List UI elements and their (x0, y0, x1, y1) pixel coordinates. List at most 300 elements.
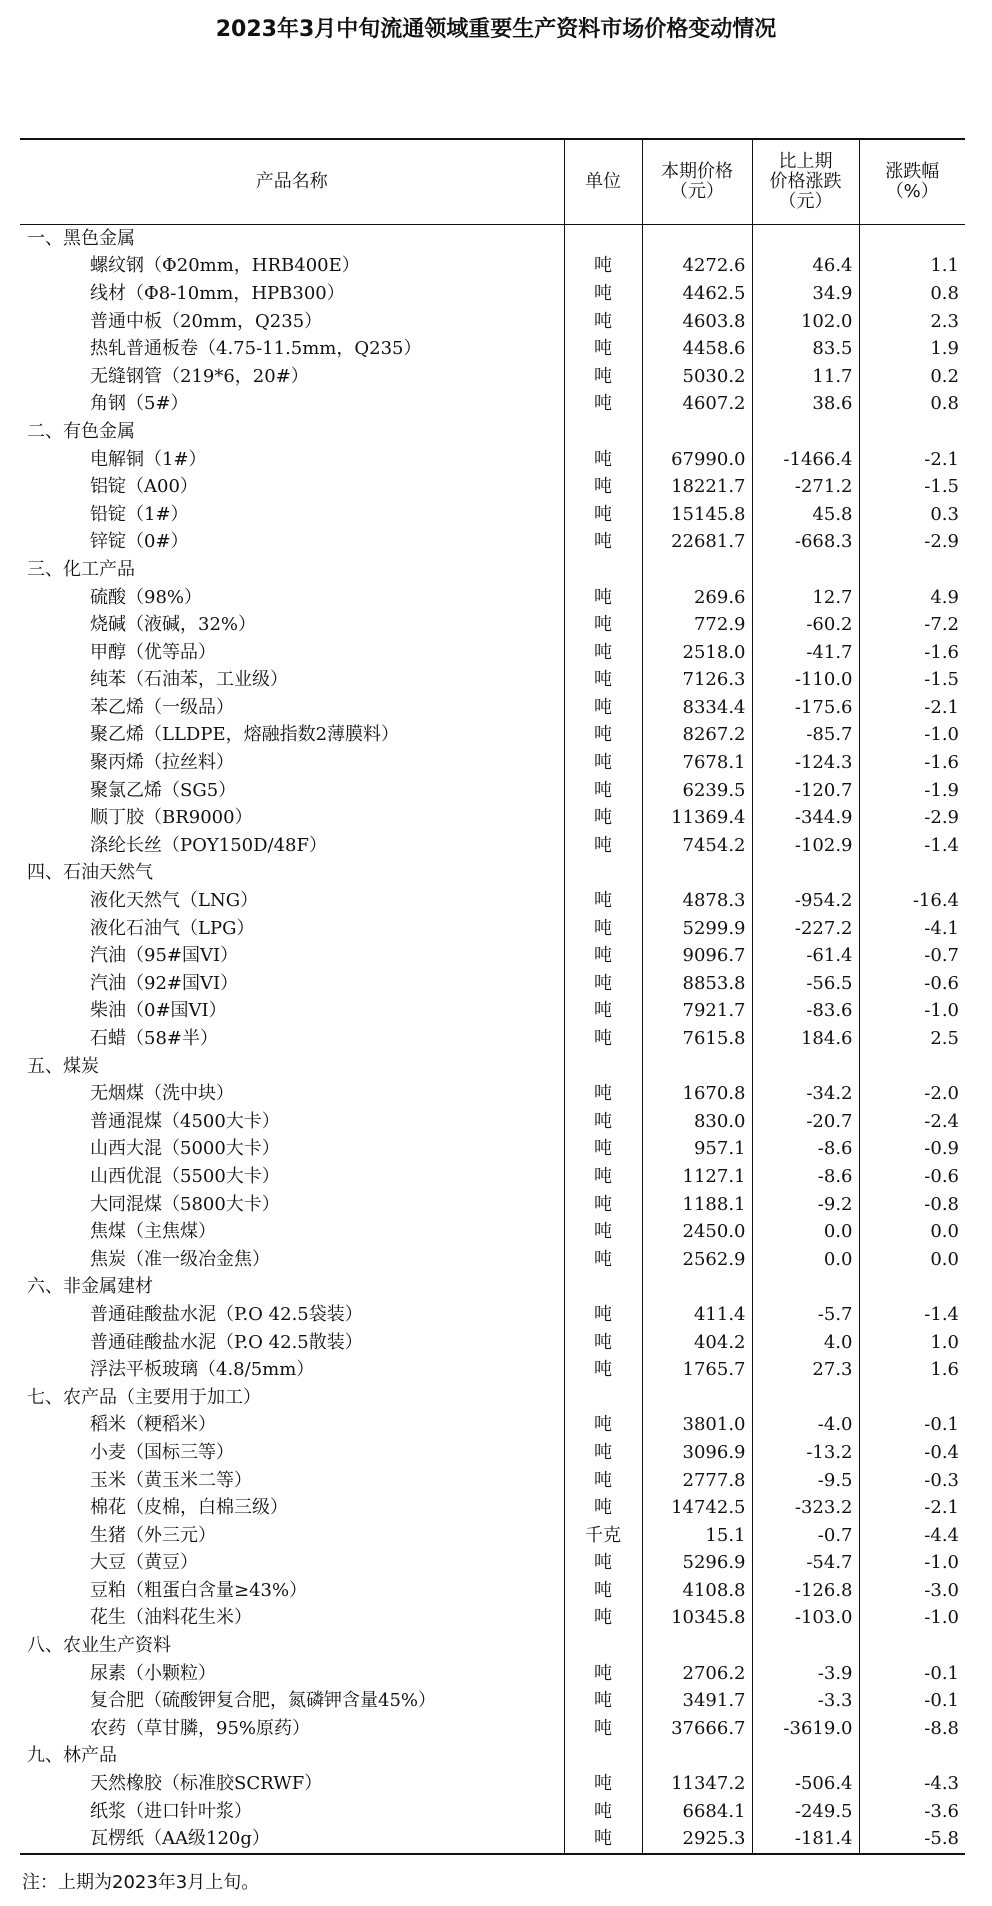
product-name: 普通硅酸盐水泥（P.O 42.5袋装） (90, 1303, 363, 1325)
product-name: 无缝钢管（219*6，20#） (90, 365, 309, 387)
percent-cell: -4.1 (859, 915, 965, 943)
change-cell: 38.6 (752, 391, 859, 419)
percent-cell: -0.9 (859, 1136, 965, 1164)
percent-cell: 0.0 (859, 1218, 965, 1246)
table-row (20, 308, 965, 336)
percent-cell: -0.8 (859, 1191, 965, 1219)
unit-cell (564, 860, 642, 888)
percent-cell (859, 1053, 965, 1081)
change-cell (752, 1743, 859, 1771)
change-cell (752, 418, 859, 446)
table-body (20, 225, 965, 1855)
unit-cell: 吨 (564, 1687, 642, 1715)
price-cell (642, 860, 752, 888)
change-cell: 4.0 (752, 1329, 859, 1357)
percent-cell: -2.9 (859, 804, 965, 832)
product-name: 天然橡胶（标准胶SCRWF） (90, 1773, 323, 1795)
change-cell: -1466.4 (752, 446, 859, 474)
price-cell: 9096.7 (642, 942, 752, 970)
price-cell: 5030.2 (642, 363, 752, 391)
change-cell: -4.0 (752, 1412, 859, 1440)
price-cell: 15145.8 (642, 501, 752, 529)
product-name: 线材（Φ8-10mm，HPB300） (90, 282, 345, 304)
product-name: 聚乙烯（LLDPE，熔融指数2薄膜料） (90, 724, 400, 746)
price-cell (642, 1743, 752, 1771)
product-name: 汽油（95#国VI） (90, 945, 239, 967)
table-row (20, 501, 965, 529)
product-name: 柴油（0#国VI） (90, 1000, 227, 1022)
change-cell: -8.6 (752, 1163, 859, 1191)
unit-cell: 吨 (564, 1025, 642, 1053)
change-cell: -34.2 (752, 1080, 859, 1108)
unit-cell: 吨 (564, 1494, 642, 1522)
price-cell: 15.1 (642, 1522, 752, 1550)
category-row (20, 556, 965, 584)
percent-cell: -2.1 (859, 446, 965, 474)
category-name: 三、化工产品 (27, 558, 135, 580)
product-name: 纸浆（进口针叶浆） (90, 1800, 252, 1822)
change-cell: -85.7 (752, 722, 859, 750)
unit-cell: 吨 (564, 1191, 642, 1219)
price-cell: 3096.9 (642, 1439, 752, 1467)
product-name: 尿素（小颗粒） (90, 1662, 216, 1684)
percent-cell: -0.6 (859, 970, 965, 998)
price-cell: 10345.8 (642, 1605, 752, 1633)
table-row (20, 1412, 965, 1440)
table-row (20, 1798, 965, 1826)
unit-cell: 吨 (564, 1412, 642, 1440)
change-cell (752, 1274, 859, 1302)
table-row (20, 942, 965, 970)
price-cell: 11347.2 (642, 1770, 752, 1798)
change-cell: 45.8 (752, 501, 859, 529)
product-name: 生猪（外三元） (90, 1524, 216, 1546)
table-row (20, 1494, 965, 1522)
category-row (20, 225, 965, 253)
table-row (20, 1770, 965, 1798)
unit-cell: 吨 (564, 694, 642, 722)
header-price-change: 比上期 价格涨跌 （元） (752, 139, 859, 225)
product-name: 普通混煤（4500大卡） (90, 1110, 280, 1132)
percent-cell: -4.3 (859, 1770, 965, 1798)
table-row (20, 804, 965, 832)
price-cell: 7454.2 (642, 832, 752, 860)
unit-cell: 吨 (564, 749, 642, 777)
product-name: 苯乙烯（一级品） (90, 696, 234, 718)
unit-cell: 吨 (564, 1218, 642, 1246)
price-cell: 3491.7 (642, 1687, 752, 1715)
unit-cell: 吨 (564, 1301, 642, 1329)
change-cell (752, 225, 859, 253)
price-cell: 18221.7 (642, 473, 752, 501)
price-cell: 2518.0 (642, 639, 752, 667)
change-cell: -3619.0 (752, 1715, 859, 1743)
product-name: 浮法平板玻璃（4.8/5mm） (90, 1359, 315, 1381)
percent-cell: 1.6 (859, 1356, 965, 1384)
price-cell: 4878.3 (642, 887, 752, 915)
table-row (20, 584, 965, 612)
percent-cell: -1.9 (859, 777, 965, 805)
product-name: 甲醇（优等品） (90, 641, 216, 663)
product-name: 无烟煤（洗中块） (90, 1083, 234, 1105)
unit-cell: 吨 (564, 529, 642, 557)
category-name: 一、黑色金属 (27, 227, 135, 249)
product-name: 石蜡（58#半） (90, 1028, 218, 1050)
unit-cell: 吨 (564, 363, 642, 391)
price-cell: 8334.4 (642, 694, 752, 722)
product-name: 小麦（国标三等） (90, 1441, 234, 1463)
percent-cell: -1.4 (859, 1301, 965, 1329)
product-name: 聚氯乙烯（SG5） (90, 779, 237, 801)
change-cell: -3.9 (752, 1660, 859, 1688)
product-name: 稻米（粳稻米） (90, 1414, 216, 1436)
category-row (20, 860, 965, 888)
unit-cell: 吨 (564, 915, 642, 943)
price-cell: 8267.2 (642, 722, 752, 750)
product-name: 大豆（黄豆） (90, 1552, 198, 1574)
percent-cell: -0.1 (859, 1660, 965, 1688)
change-cell: -954.2 (752, 887, 859, 915)
product-name: 热轧普通板卷（4.75-11.5mm，Q235） (90, 338, 422, 360)
percent-cell: -2.4 (859, 1108, 965, 1136)
change-cell: -0.7 (752, 1522, 859, 1550)
price-cell (642, 1384, 752, 1412)
unit-cell: 吨 (564, 1246, 642, 1274)
change-cell: -126.8 (752, 1577, 859, 1605)
product-name: 玉米（黄玉米二等） (90, 1469, 252, 1491)
unit-cell: 吨 (564, 253, 642, 281)
product-name: 瓦楞纸（AA级120g） (90, 1828, 270, 1850)
product-name: 电解铜（1#） (90, 448, 207, 470)
product-name: 山西优混（5500大卡） (90, 1165, 280, 1187)
change-cell: 184.6 (752, 1025, 859, 1053)
percent-cell: -1.0 (859, 1550, 965, 1578)
table-row (20, 280, 965, 308)
table-row (20, 1522, 965, 1550)
percent-cell: 0.0 (859, 1246, 965, 1274)
change-cell: -8.6 (752, 1136, 859, 1164)
product-name: 锌锭（0#） (90, 531, 189, 553)
unit-cell: 吨 (564, 473, 642, 501)
percent-cell: -1.0 (859, 1605, 965, 1633)
percent-cell: -0.1 (859, 1412, 965, 1440)
price-cell: 7615.8 (642, 1025, 752, 1053)
unit-cell: 吨 (564, 1439, 642, 1467)
price-cell: 4462.5 (642, 280, 752, 308)
percent-cell: 0.2 (859, 363, 965, 391)
change-cell: -60.2 (752, 611, 859, 639)
table-row (20, 363, 965, 391)
percent-cell: 4.9 (859, 584, 965, 612)
percent-cell: 2.3 (859, 308, 965, 336)
product-name: 农药（草甘膦，95%原药） (90, 1717, 311, 1739)
unit-cell: 吨 (564, 1136, 642, 1164)
unit-cell: 吨 (564, 1356, 642, 1384)
unit-cell: 吨 (564, 391, 642, 419)
price-cell: 2562.9 (642, 1246, 752, 1274)
unit-cell (564, 418, 642, 446)
product-name: 花生（油料花生米） (90, 1607, 252, 1629)
category-name: 九、林产品 (27, 1745, 117, 1767)
percent-cell: -3.0 (859, 1577, 965, 1605)
change-cell: -20.7 (752, 1108, 859, 1136)
change-cell: -344.9 (752, 804, 859, 832)
table-row (20, 335, 965, 363)
price-cell: 269.6 (642, 584, 752, 612)
percent-cell: 1.9 (859, 335, 965, 363)
price-cell (642, 556, 752, 584)
change-cell (752, 1053, 859, 1081)
product-name: 液化天然气（LNG） (90, 890, 259, 912)
table-row (20, 1825, 965, 1854)
table-row (20, 1439, 965, 1467)
table-row (20, 1550, 965, 1578)
table-row (20, 1108, 965, 1136)
table-row (20, 667, 965, 695)
product-name: 顺丁胶（BR9000） (90, 807, 253, 829)
change-cell: -41.7 (752, 639, 859, 667)
change-cell: 34.9 (752, 280, 859, 308)
category-name: 六、非金属建材 (27, 1276, 153, 1298)
unit-cell: 吨 (564, 335, 642, 363)
unit-cell: 吨 (564, 942, 642, 970)
table-row (20, 749, 965, 777)
price-cell: 67990.0 (642, 446, 752, 474)
percent-cell: -1.6 (859, 749, 965, 777)
price-cell: 7678.1 (642, 749, 752, 777)
price-cell (642, 1632, 752, 1660)
table-row (20, 1577, 965, 1605)
change-cell (752, 860, 859, 888)
percent-cell: -1.6 (859, 639, 965, 667)
price-cell: 3801.0 (642, 1412, 752, 1440)
price-cell: 1188.1 (642, 1191, 752, 1219)
category-name: 七、农产品（主要用于加工） (27, 1386, 261, 1408)
table-row (20, 446, 965, 474)
unit-cell: 吨 (564, 611, 642, 639)
category-row (20, 1053, 965, 1081)
change-cell (752, 1632, 859, 1660)
price-cell: 957.1 (642, 1136, 752, 1164)
percent-cell: 0.3 (859, 501, 965, 529)
percent-cell: 0.8 (859, 280, 965, 308)
table-row (20, 1467, 965, 1495)
unit-cell: 吨 (564, 1080, 642, 1108)
percent-cell: 0.8 (859, 391, 965, 419)
change-cell: -668.3 (752, 529, 859, 557)
header-current-price: 本期价格 （元） (642, 139, 752, 225)
change-cell: -9.2 (752, 1191, 859, 1219)
percent-cell (859, 1632, 965, 1660)
price-cell: 2925.3 (642, 1825, 752, 1854)
price-cell: 5299.9 (642, 915, 752, 943)
percent-cell: 1.0 (859, 1329, 965, 1357)
change-cell: -3.3 (752, 1687, 859, 1715)
price-cell: 830.0 (642, 1108, 752, 1136)
header-change-percent: 涨跌幅 （%） (859, 139, 965, 225)
price-cell: 37666.7 (642, 1715, 752, 1743)
unit-cell: 吨 (564, 667, 642, 695)
change-cell: -56.5 (752, 970, 859, 998)
unit-cell: 千克 (564, 1522, 642, 1550)
table-row (20, 253, 965, 281)
category-row (20, 1743, 965, 1771)
price-cell: 7126.3 (642, 667, 752, 695)
unit-cell: 吨 (564, 308, 642, 336)
table-row (20, 694, 965, 722)
unit-cell: 吨 (564, 1825, 642, 1854)
percent-cell: 1.1 (859, 253, 965, 281)
change-cell: -102.9 (752, 832, 859, 860)
percent-cell: -4.4 (859, 1522, 965, 1550)
percent-cell: -2.0 (859, 1080, 965, 1108)
table-row (20, 391, 965, 419)
percent-cell: -2.9 (859, 529, 965, 557)
unit-cell (564, 1632, 642, 1660)
table-row (20, 639, 965, 667)
table-row (20, 1329, 965, 1357)
price-cell (642, 418, 752, 446)
unit-cell: 吨 (564, 1577, 642, 1605)
product-name: 液化石油气（LPG） (90, 917, 255, 939)
price-cell: 1670.8 (642, 1080, 752, 1108)
product-name: 铝锭（A00） (90, 476, 198, 498)
category-name: 八、农业生产资料 (27, 1635, 171, 1657)
price-cell: 6684.1 (642, 1798, 752, 1826)
unit-cell: 吨 (564, 639, 642, 667)
change-cell: -13.2 (752, 1439, 859, 1467)
price-cell: 22681.7 (642, 529, 752, 557)
price-cell: 4603.8 (642, 308, 752, 336)
price-table (20, 138, 965, 1855)
product-name: 角钢（5#） (90, 393, 189, 415)
footnote: 注：上期为2023年3月上旬。 (22, 1872, 260, 1893)
change-cell: -181.4 (752, 1825, 859, 1854)
change-cell: -227.2 (752, 915, 859, 943)
table-row (20, 1301, 965, 1329)
percent-cell: -1.0 (859, 998, 965, 1026)
unit-cell: 吨 (564, 1163, 642, 1191)
product-name: 豆粕（粗蛋白含量≥43%） (90, 1579, 308, 1601)
unit-cell (564, 1743, 642, 1771)
percent-cell: -2.1 (859, 1494, 965, 1522)
percent-cell: -0.4 (859, 1439, 965, 1467)
percent-cell (859, 1743, 965, 1771)
table-row (20, 970, 965, 998)
table-row (20, 1191, 965, 1219)
product-name: 山西大混（5000大卡） (90, 1138, 280, 1160)
change-cell: -323.2 (752, 1494, 859, 1522)
change-cell: -110.0 (752, 667, 859, 695)
price-cell (642, 225, 752, 253)
percent-cell (859, 556, 965, 584)
table-row (20, 1715, 965, 1743)
product-name: 汽油（92#国VI） (90, 972, 239, 994)
table-row (20, 1080, 965, 1108)
category-row (20, 1632, 965, 1660)
percent-cell: -1.4 (859, 832, 965, 860)
category-name: 四、石油天然气 (27, 862, 153, 884)
price-cell: 2777.8 (642, 1467, 752, 1495)
category-row (20, 1274, 965, 1302)
change-cell (752, 556, 859, 584)
unit-cell: 吨 (564, 804, 642, 832)
category-name: 五、煤炭 (27, 1055, 99, 1077)
percent-cell: -7.2 (859, 611, 965, 639)
category-row (20, 1384, 965, 1412)
percent-cell: -3.6 (859, 1798, 965, 1826)
product-name: 复合肥（硫酸钾复合肥，氮磷钾含量45%） (90, 1690, 437, 1712)
price-cell: 8853.8 (642, 970, 752, 998)
table-row (20, 1660, 965, 1688)
change-cell: -54.7 (752, 1550, 859, 1578)
table-row (20, 1163, 965, 1191)
price-cell: 7921.7 (642, 998, 752, 1026)
unit-cell: 吨 (564, 1605, 642, 1633)
change-cell: -271.2 (752, 473, 859, 501)
table-row (20, 887, 965, 915)
price-cell (642, 1274, 752, 1302)
unit-cell (564, 556, 642, 584)
price-cell: 5296.9 (642, 1550, 752, 1578)
product-name: 焦煤（主焦煤） (90, 1221, 216, 1243)
price-cell: 2706.2 (642, 1660, 752, 1688)
percent-cell (859, 860, 965, 888)
product-name: 大同混煤（5800大卡） (90, 1193, 280, 1215)
unit-cell (564, 225, 642, 253)
table-row (20, 1605, 965, 1633)
table-row (20, 1356, 965, 1384)
table-row (20, 529, 965, 557)
percent-cell: -1.5 (859, 667, 965, 695)
header-row (20, 139, 965, 225)
unit-cell: 吨 (564, 280, 642, 308)
category-name: 二、有色金属 (27, 420, 135, 442)
product-name: 硫酸（98%） (90, 586, 203, 608)
change-cell: -175.6 (752, 694, 859, 722)
change-cell: 0.0 (752, 1218, 859, 1246)
percent-cell: -16.4 (859, 887, 965, 915)
percent-cell: -1.5 (859, 473, 965, 501)
change-cell: 0.0 (752, 1246, 859, 1274)
percent-cell (859, 1274, 965, 1302)
unit-cell: 吨 (564, 832, 642, 860)
product-name: 聚丙烯（拉丝料） (90, 752, 234, 774)
percent-cell: -1.0 (859, 722, 965, 750)
product-name: 普通硅酸盐水泥（P.O 42.5散装） (90, 1331, 363, 1353)
unit-cell: 吨 (564, 501, 642, 529)
price-cell: 1765.7 (642, 1356, 752, 1384)
table-row (20, 722, 965, 750)
percent-cell (859, 418, 965, 446)
unit-cell: 吨 (564, 1798, 642, 1826)
table-row (20, 832, 965, 860)
product-name: 螺纹钢（Φ20mm，HRB400E） (90, 255, 360, 277)
change-cell: -61.4 (752, 942, 859, 970)
change-cell: -124.3 (752, 749, 859, 777)
table-row (20, 1218, 965, 1246)
product-name: 铅锭（1#） (90, 503, 189, 525)
change-cell: -103.0 (752, 1605, 859, 1633)
table-row (20, 915, 965, 943)
change-cell: -120.7 (752, 777, 859, 805)
price-cell: 6239.5 (642, 777, 752, 805)
unit-cell (564, 1053, 642, 1081)
price-cell: 14742.5 (642, 1494, 752, 1522)
unit-cell: 吨 (564, 970, 642, 998)
change-cell: -9.5 (752, 1467, 859, 1495)
unit-cell: 吨 (564, 998, 642, 1026)
